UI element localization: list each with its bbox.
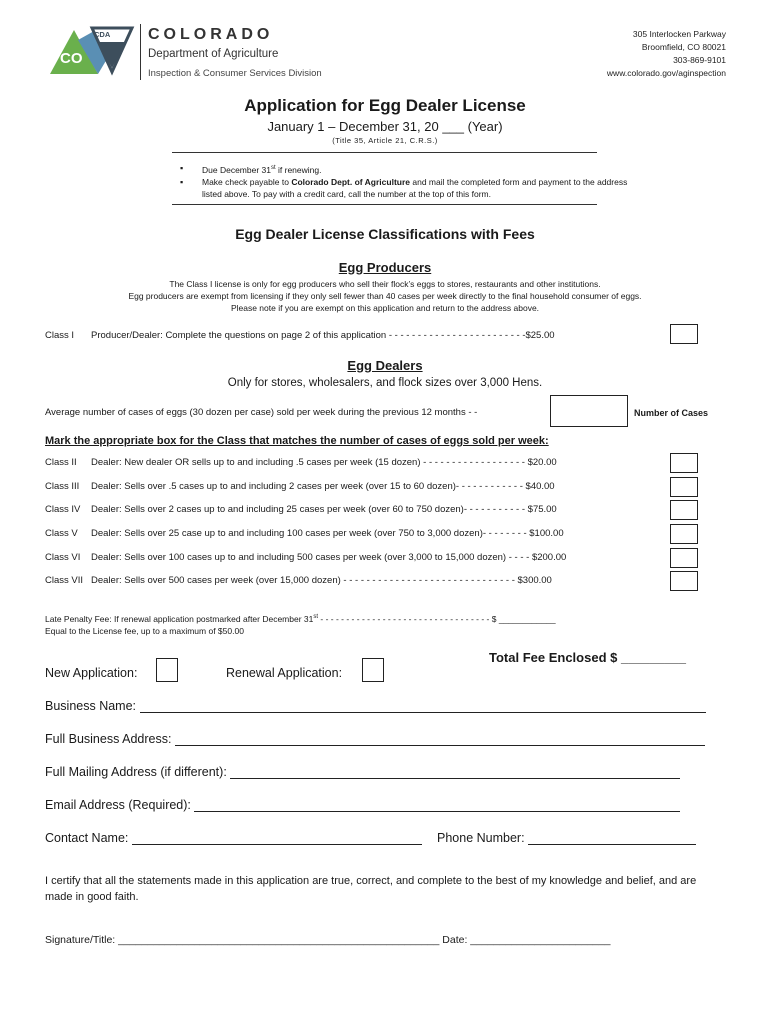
class-vi-checkbox[interactable]: [670, 548, 698, 568]
phone-number-field[interactable]: [437, 831, 696, 845]
instruction-due-date: ▪ Due December 31st if renewing.: [180, 162, 640, 176]
address-block: [607, 28, 726, 80]
class-ii-checkbox[interactable]: [670, 453, 698, 473]
divider-bottom: [172, 204, 597, 205]
avg-cases-text: Average number of cases of eggs (30 dozen per case) sold per week during the previous 12 months - -: [45, 407, 478, 418]
email-line[interactable]: [194, 799, 680, 812]
new-application-checkbox[interactable]: [156, 658, 178, 682]
class-i-label: Class I: [45, 330, 75, 341]
avg-cases-input[interactable]: [550, 395, 628, 427]
signature-label: Signature/Title:: [45, 934, 116, 946]
total-fee-enclosed[interactable]: Total Fee Enclosed $ _________: [489, 650, 687, 665]
certification-statement: I certify that all the statements made in this application are true, correct, and complete to the best of my knowledge and belief, and are made in good faith.: [45, 875, 697, 903]
business-address-line[interactable]: [175, 733, 705, 746]
class-i-checkbox[interactable]: [670, 324, 698, 344]
page-title: Application for Egg Dealer License: [244, 96, 526, 115]
class-v-label: Class V: [45, 528, 78, 539]
instructions-list: [180, 162, 640, 200]
business-name-line[interactable]: [140, 700, 706, 713]
org-name: COLORADO: [148, 26, 274, 43]
business-address-label: Full Business Address:: [45, 732, 172, 746]
dealers-heading: Egg Dealers: [347, 358, 423, 373]
phone-number-line[interactable]: [528, 832, 696, 845]
mailing-address-label: Full Mailing Address (if different):: [45, 765, 227, 779]
dealers-subheading: Only for stores, wholesalers, and flock sizes over 3,000 Hens.: [227, 377, 543, 389]
mailing-address-line[interactable]: [230, 766, 680, 779]
class-iv-label: Class IV: [45, 504, 81, 515]
contact-name-field[interactable]: [45, 831, 422, 845]
class-iii-label: Class III: [45, 481, 80, 492]
class-iii-checkbox[interactable]: [670, 477, 698, 497]
org-division: Inspection & Consumer Services Division: [148, 68, 322, 79]
date-label: Date:: [442, 934, 468, 946]
address-phone: 303-869-9101: [673, 55, 726, 65]
date-line[interactable]: ________________________: [470, 934, 611, 946]
producers-desc-3: Please note if you are exempt on this application and return to the address above.: [230, 303, 540, 313]
org-department: Department of Agriculture: [148, 48, 279, 60]
class-ii-row: [45, 457, 557, 468]
renewal-application-label: Renewal Application:: [226, 666, 343, 680]
class-ii-label: Class II: [45, 457, 77, 468]
divider-top: [172, 152, 597, 153]
producers-desc-2: Egg producers are exempt from licensing if they only sell fewer than 40 cases per week directly to the final household consumer of eggs.: [128, 291, 642, 301]
email-label: Email Address (Required):: [45, 798, 191, 812]
signature-row: [45, 934, 610, 946]
classifications-title: Egg Dealer License Classifications with Fees: [235, 226, 535, 242]
class-i-text: Producer/Dealer: Complete the questions on page 2 of this application - - - - - - - - - - - - - - - - - - - - - - - -$25.00: [91, 330, 555, 341]
class-iv-checkbox[interactable]: [670, 500, 698, 520]
business-name-field[interactable]: [45, 699, 706, 713]
logo-initials: CO: [60, 50, 83, 67]
class-vii-checkbox[interactable]: [670, 571, 698, 591]
logo-divider: [140, 24, 141, 80]
class-v-text: Dealer: Sells over 25 case up to and including 100 cases per week (over 750 to 3,000 dozen)- - - - - - - - $100.00: [91, 528, 564, 539]
address-street: 305 Interlocken Parkway: [632, 29, 726, 39]
class-vi-label: Class VI: [45, 552, 81, 563]
class-vi-row: [45, 552, 566, 563]
number-of-cases-label: Number of Cases: [634, 408, 709, 418]
logo-badge: CDA: [94, 30, 111, 39]
license-year: January 1 – December 31, 20 ___ (Year): [267, 119, 503, 134]
phone-number-label: Phone Number:: [437, 831, 525, 845]
class-ii-text: Dealer: New dealer OR sells up to and including .5 cases per week (15 dozen) - - - - - - - - - - - - - - - - - - $20.00: [91, 457, 557, 468]
class-iii-text: Dealer: Sells over .5 cases up to and including 2 cases per week (over 15 to 60 dozen)- - - - - - - - - - - - $40.00: [91, 481, 555, 492]
class-vii-text: Dealer: Sells over 500 cases per week (over 15,000 dozen) - - - - - - - - - - - - - - - - - - - - - - - - - - - - - - $300.00: [91, 575, 552, 586]
class-vii-label: Class VII: [45, 575, 84, 586]
late-fee-line: Late Penalty Fee: If renewal application postmarked after December 31st - - - - - - - - - - - - - - - - - - - - - - - - - - - - - - - - - $ ____________: [45, 614, 556, 624]
mailing-address-field[interactable]: [45, 765, 680, 779]
mark-instruction: Mark the appropriate box for the Class that matches the number of cases of eggs sold per week:: [45, 435, 549, 447]
producers-desc-1: The Class I license is only for egg producers who sell their flock’s eggs to stores, restaurants and other institutions.: [169, 279, 601, 289]
address-website: www.colorado.gov/aginspection: [606, 68, 726, 78]
class-i-row: [45, 330, 555, 341]
instruction-payment: ▪ Make check payable to Colorado Dept. of Agriculture and mail the completed form and payment to the address listed above. To pay with a credit card, call the number at the top of this form.: [180, 176, 640, 200]
late-fee-note: Equal to the License fee, up to a maximum of $50.00: [45, 626, 244, 636]
class-vi-text: Dealer: Sells over 100 cases up to and including 500 cases per week (over 3,000 to 15,000 dozen) - - - - $200.00: [91, 552, 567, 563]
class-iv-row: [45, 504, 557, 515]
class-iv-text: Dealer: Sells over 2 cases up to and including 25 cases per week (over 60 to 750 dozen)- - - - - - - - - - - $75.00: [91, 504, 557, 515]
signature-line[interactable]: _______________________________________________________: [118, 934, 440, 946]
contact-name-label: Contact Name:: [45, 831, 129, 845]
class-v-checkbox[interactable]: [670, 524, 698, 544]
renewal-application-checkbox[interactable]: [362, 658, 384, 682]
statute-reference: (Title 35, Article 21, C.R.S.): [332, 136, 438, 145]
business-name-label: Business Name:: [45, 699, 137, 713]
class-v-row: [45, 528, 564, 539]
address-city: Broomfield, CO 80021: [641, 42, 726, 52]
new-application-label: New Application:: [45, 666, 138, 680]
business-address-field[interactable]: [45, 732, 705, 746]
class-vii-row: [45, 575, 552, 586]
email-field[interactable]: [45, 798, 680, 812]
contact-name-line[interactable]: [132, 832, 422, 845]
producers-heading: Egg Producers: [338, 260, 432, 275]
class-iii-row: [45, 481, 555, 492]
